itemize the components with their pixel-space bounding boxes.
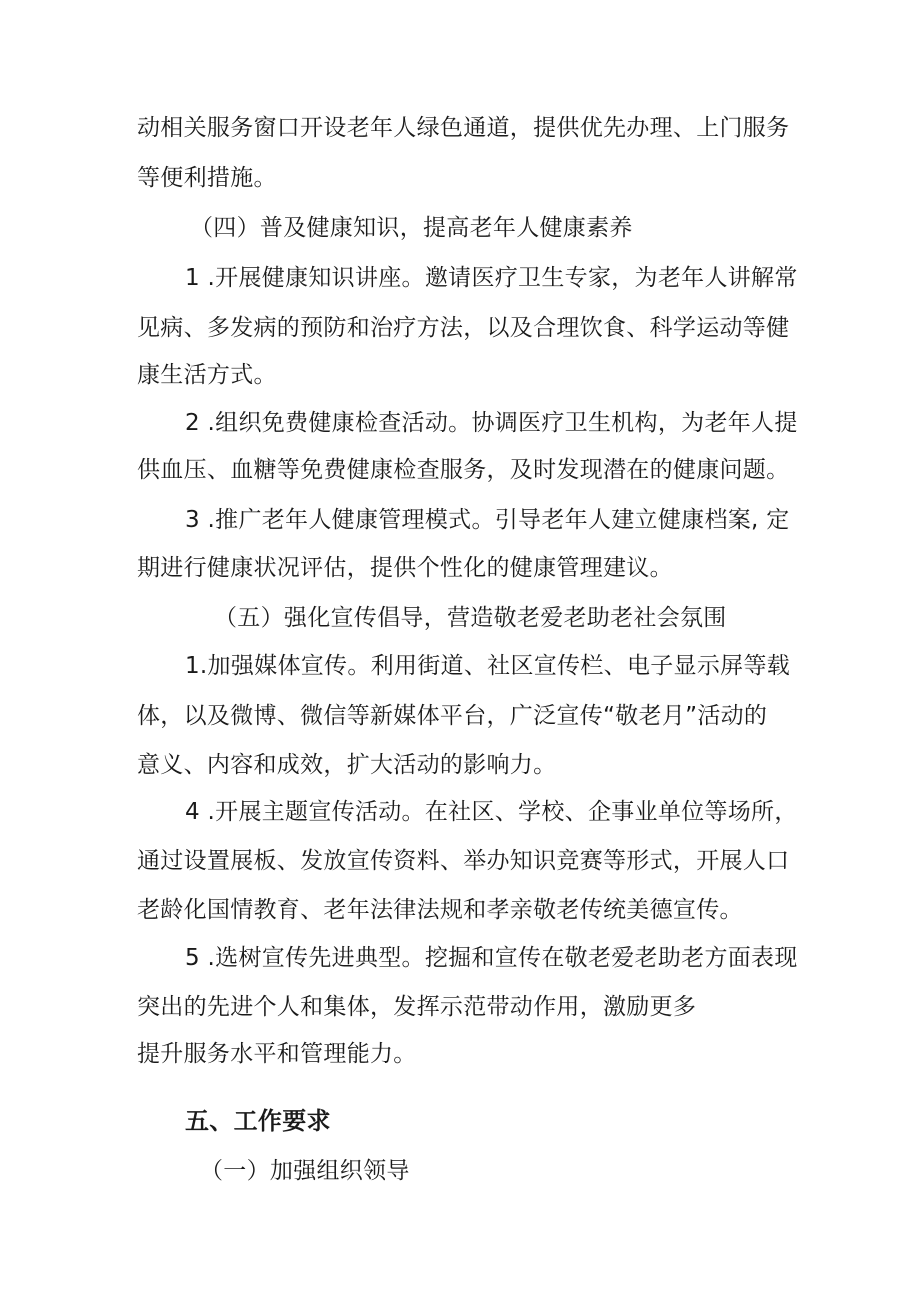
paragraph-line: 见病、多发病的预防和治疗方法，以及合理饮食、科学运动等健: [137, 315, 790, 341]
paragraph-line: 康生活方式。: [137, 362, 277, 388]
paragraph-line: 通过设置展板、发放宣传资料、举办知识竞赛等形式，开展人口: [137, 848, 790, 874]
paragraph-line: 动相关服务窗口开设老年人绿色通道，提供优先办理、上门服务: [137, 115, 790, 141]
paragraph-line: 意义、内容和成效，扩大活动的影响力。: [137, 752, 557, 778]
paragraph-line: 等便利措施。: [137, 165, 277, 191]
paragraph-line: 4 .开展主题宣传活动。在社区、学校、企事业单位等场所，: [185, 799, 798, 825]
paragraph-line: 体，以及微博、微信等新媒体平台，广泛宣传“敬老月”活动的: [137, 703, 768, 729]
paragraph-line: 3 .推广老年人健康管理模式。引导老年人建立健康档案, 定: [185, 507, 790, 533]
section-title: （四）普及健康知识，提高老年人健康素养: [190, 215, 633, 241]
paragraph-line: 供血压、血糖等免费健康检查服务，及时发现潜在的健康问题。: [137, 457, 790, 483]
chapter-heading: 五、工作要求: [185, 1107, 331, 1135]
paragraph-line: 2 .组织免费健康检查活动。协调医疗卫生机构，为老年人提: [185, 410, 798, 436]
paragraph-line: 1.加强媒体宣传。利用街道、社区宣传栏、电子显示屏等载: [185, 653, 791, 679]
paragraph-line: 老龄化国情教育、老年法律法规和孝亲敬老传统美德宣传。: [137, 897, 743, 923]
paragraph-line: 提升服务水平和管理能力。: [137, 1041, 417, 1067]
section-title: （五）强化宣传倡导，营造敬老爱老助老社会氛围: [214, 605, 727, 631]
subsection-title: （一）加强组织领导: [200, 1158, 410, 1184]
paragraph-line: 5 .选树宣传先进典型。挖掘和宣传在敬老爱老助老方面表现: [185, 945, 798, 971]
paragraph-line: 突出的先进个人和集体，发挥示范带动作用，激励更多: [137, 994, 697, 1020]
paragraph-line: 期进行健康状况评估，提供个性化的健康管理建议。: [137, 555, 673, 581]
paragraph-line: 1 .开展健康知识讲座。邀请医疗卫生专家，为老年人讲解常: [185, 265, 798, 291]
